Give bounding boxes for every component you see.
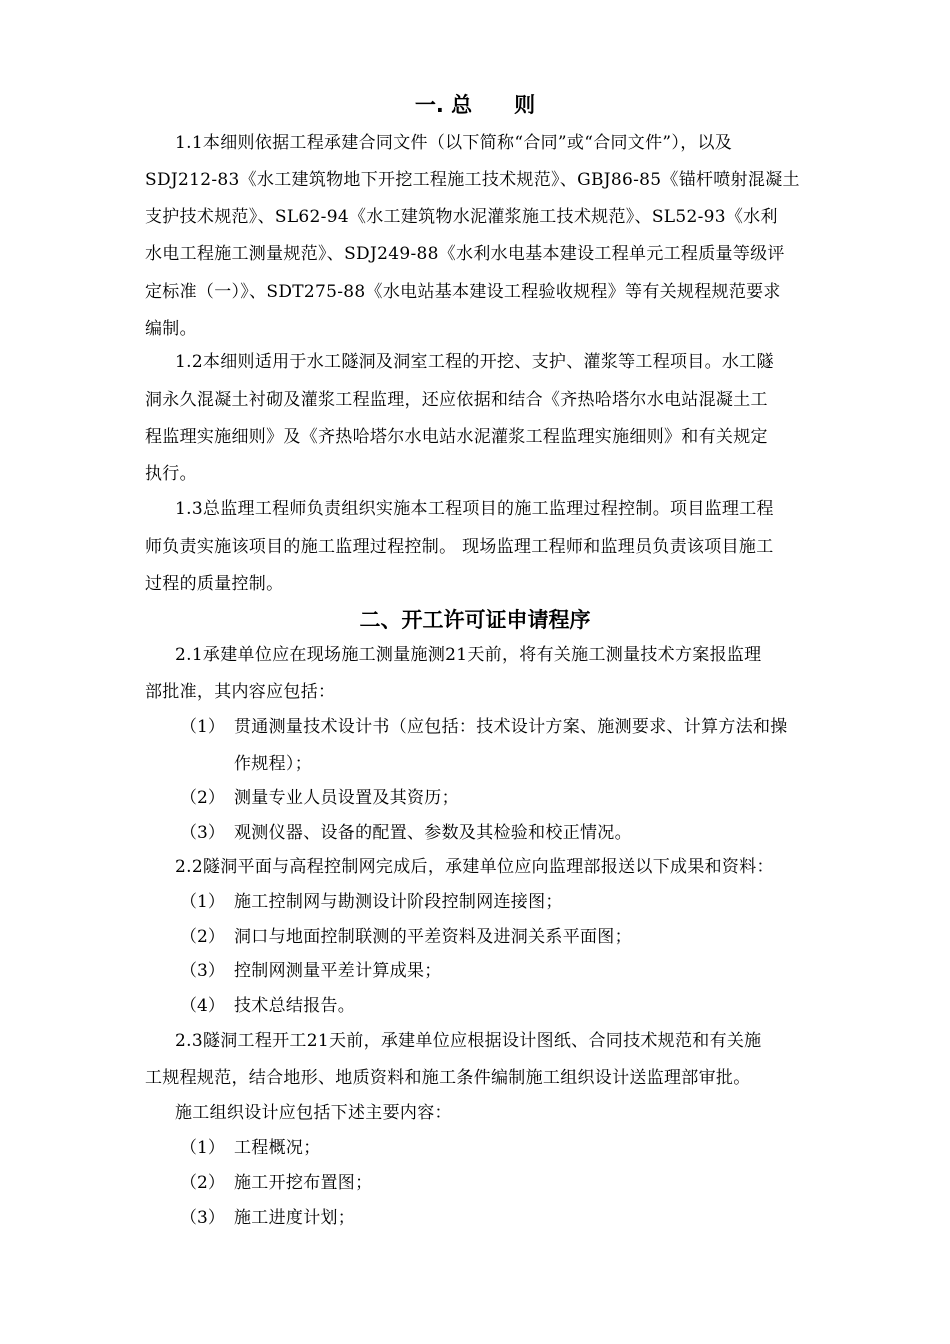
list-item-text: 测量专业人员设置及其资历； — [234, 788, 459, 808]
list-item-text: 作规程）； — [234, 754, 312, 774]
para-line: 过程的质量控制。 — [145, 574, 284, 594]
para-line: 水电工程施工测量规范》、SDJ249-88《水利水电基本建设工程单元工程质量等级评 — [145, 244, 785, 264]
list-number: （4） — [180, 996, 225, 1016]
list-item-text: 观测仪器、设备的配置、参数及其检验和校正情况。 — [234, 823, 632, 843]
para-line: 施工组织设计应包括下述主要内容： — [175, 1103, 452, 1123]
list-item-text: 洞口与地面控制联测的平差资料及进洞关系平面图； — [234, 927, 632, 947]
list-item-text: 施工控制网与勘测设计阶段控制网连接图； — [234, 892, 563, 912]
para-line: 1.3总监理工程师负责组织实施本工程项目的施工监理过程控制。项目监理工程 — [175, 499, 774, 519]
list-item-text: 控制网测量平差计算成果； — [234, 961, 442, 981]
para-line: 编制。 — [145, 319, 197, 339]
list-number: （2） — [180, 927, 225, 947]
para-line: 程监理实施细则》及《齐热哈塔尔水电站水泥灌浆工程监理实施细则》和有关规定 — [145, 427, 768, 447]
list-number: （2） — [180, 788, 225, 808]
para-line: 洞永久混凝土衬砌及灌浆工程监理，还应依据和结合《齐热哈塔尔水电站混凝土工 — [145, 390, 768, 410]
para-line: 工规程规范，结合地形、地质资料和施工条件编制施工组织设计送监理部审批。 — [145, 1068, 751, 1088]
list-number: （1） — [180, 892, 225, 912]
list-item-text: 贯通测量技术设计书（应包括：技术设计方案、施测要求、计算方法和操 — [234, 717, 788, 737]
list-number: （1） — [180, 1138, 225, 1158]
para-line: 师负责实施该项目的施工监理过程控制。 现场监理工程师和监理员负责该项目施工 — [145, 537, 774, 557]
list-number: （1） — [180, 717, 225, 737]
para-line: 1.2本细则适用于水工隧洞及洞室工程的开挖、支护、灌浆等工程项目。水工隧 — [175, 352, 774, 372]
para-line: 2.3隧洞工程开工21天前，承建单位应根据设计图纸、合同技术规范和有关施 — [175, 1031, 762, 1051]
list-number: （3） — [180, 1208, 225, 1228]
list-item-text: 施工开挖布置图； — [234, 1173, 373, 1193]
list-number: （3） — [180, 961, 225, 981]
para-line: 定标准（一）》、SDT275-88《水电站基本建设工程验收规程》等有关规程规范要求 — [145, 282, 781, 302]
para-line: SDJ212-83《水工建筑物地下开挖工程施工技术规范》、GBJ86-85《锚杆喷射混凝土 — [145, 170, 800, 190]
para-line: 支护技术规范》、SL62-94《水工建筑物水泥灌浆施工技术规范》、SL52-93《水利 — [145, 207, 778, 227]
list-item-text: 技术总结报告。 — [234, 996, 356, 1016]
para-line: 2.1承建单位应在现场施工测量施测21天前，将有关施工测量技术方案报监理 — [175, 645, 762, 665]
list-number: （2） — [180, 1173, 225, 1193]
para-line: 1.1本细则依据工程承建合同文件（以下简称“合同”或“合同文件”），以及 — [175, 133, 733, 153]
para-line: 部批准，其内容应包括： — [145, 682, 336, 702]
list-number: （3） — [180, 823, 225, 843]
para-line: 2.2隧洞平面与高程控制网完成后，承建单位应向监理部报送以下成果和资料： — [175, 857, 774, 877]
section-heading-permit: 二、开工许可证申请程序 — [359, 608, 591, 632]
list-item-text: 工程概况； — [234, 1138, 321, 1158]
section-heading-general: 一. 总 则 — [414, 93, 536, 117]
list-item-text: 施工进度计划； — [234, 1208, 356, 1228]
para-line: 执行。 — [145, 464, 197, 484]
